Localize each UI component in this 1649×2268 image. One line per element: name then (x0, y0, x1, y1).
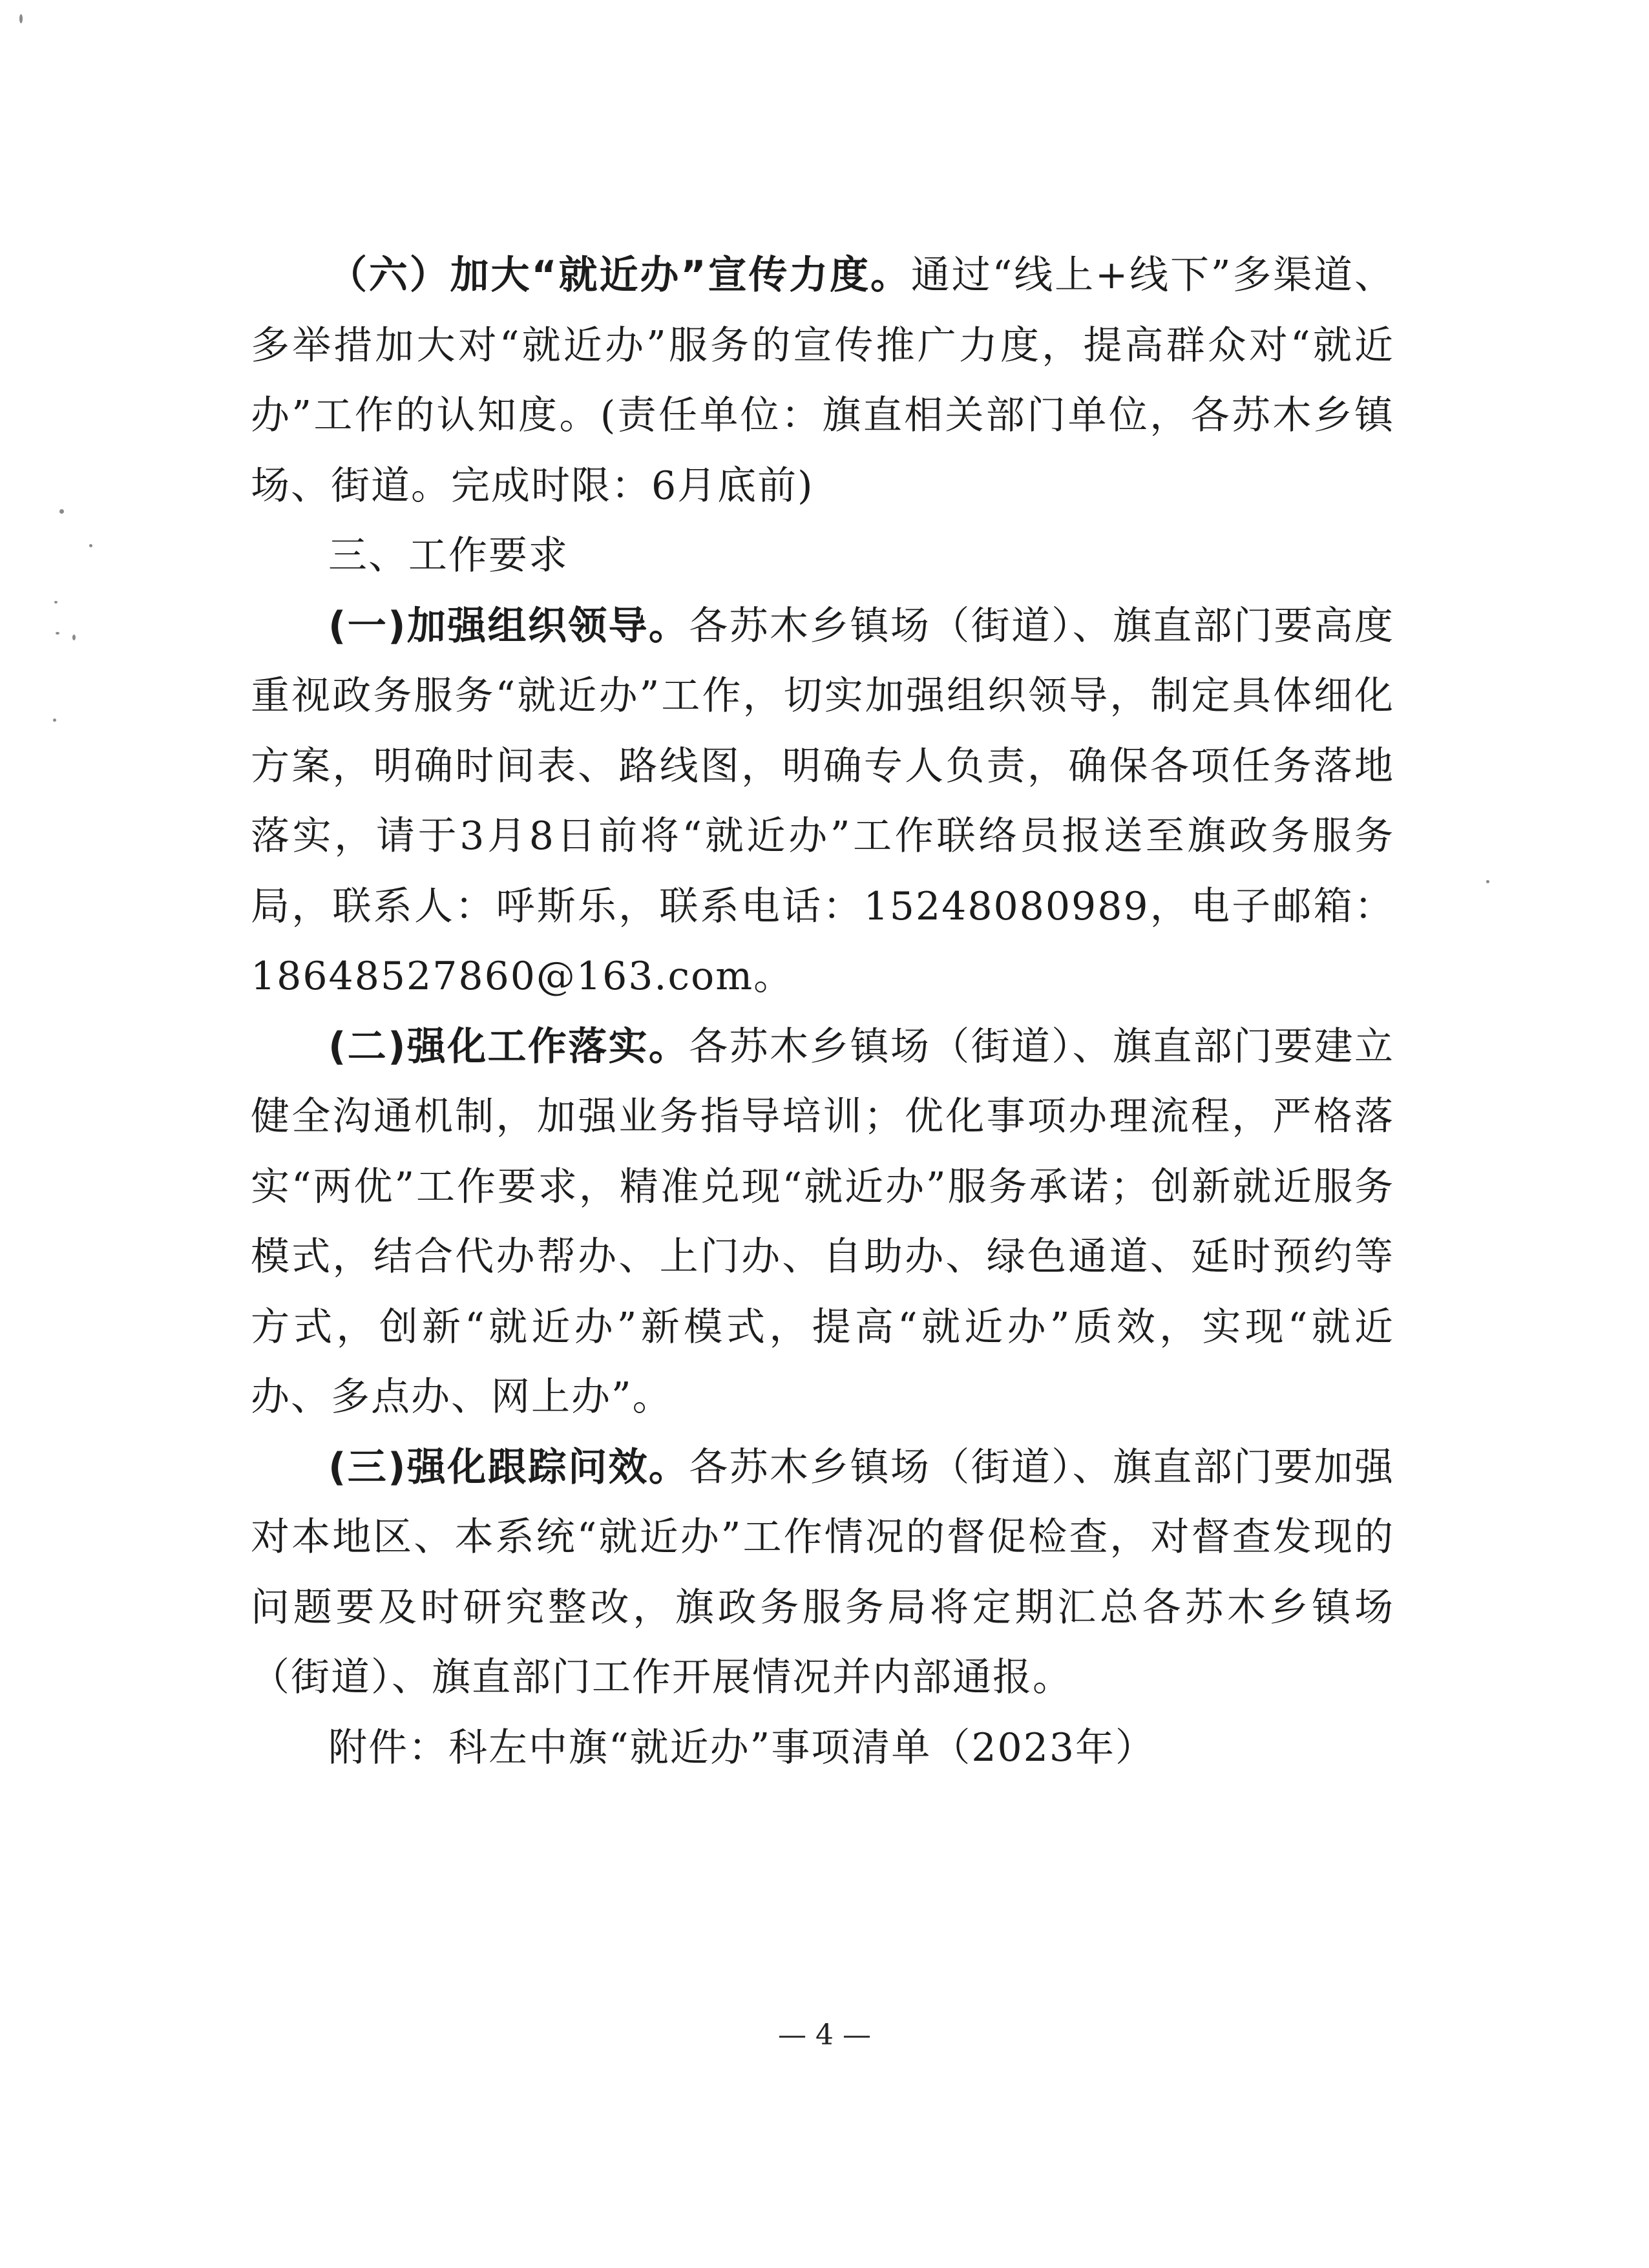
requirement-lead: (三)强化跟踪问效。 (328, 1444, 689, 1490)
requirement-text: 各苏木乡镇场（街道）、旗直部门要加强对本地区、本系统“就近办”工作情况的督促检查，对督查发现的问题要及时研究整改，旗政务服务局将定期汇总各苏木乡镇场（街道）、旗直部门工作开展情况并内部通报。 (251, 1444, 1394, 1700)
paragraph-publicity (251, 240, 1394, 521)
page-number: — 4 — (778, 2019, 871, 2052)
paragraph-text: 通过“线上+线下”多渠道、多举措加大对“就近办”服务的宣传推广力度，提高群众对“就近办”工作的认知度。(责任单位：旗直相关部门单位，各苏木乡镇场、街道。完成时限：6月底前) (251, 253, 1394, 509)
requirement-lead: (二)强化工作落实。 (328, 1024, 689, 1069)
requirement-tracking (251, 1433, 1394, 1713)
requirement-text: 各苏木乡镇场（街道）、旗直部门要建立健全沟通机制，加强业务指导培训；优化事项办理流程，严格落实“两优”工作要求，精准兑现“就近办”服务承诺；创新就近服务模式，结合代办帮办、上门办、自助办、绿色通道、延时预约等方式，创新“就近办”新模式，提高“就近办”质效，实现“就近办、多点办、网上办”。 (251, 1024, 1394, 1420)
scan-speck (54, 601, 58, 604)
attachment-note: 附件：科左中旗“就近办”事项清单（2023年） (328, 1725, 1156, 1770)
paragraph-lead: （六）加大“就近办”宣传力度。 (328, 253, 911, 298)
scan-speck (1486, 880, 1489, 883)
requirement-organization (251, 591, 1394, 1012)
requirement-text: 各苏木乡镇场（街道）、旗直部门要高度重视政务服务“就近办”工作，切实加强组织领导，制定具体细化方案，明确时间表、路线图，明确专人负责，确保各项任务落地落实，请于3月8日前将“就近办”工作联络员报送至旗政务服务局，联系人：呼斯乐，联系电话：15248080989，电子邮箱：18648527860@163.com。 (251, 603, 1394, 999)
requirement-implementation (251, 1012, 1394, 1433)
scan-speck (72, 635, 76, 640)
scan-speck (19, 14, 23, 23)
scan-speck (59, 509, 64, 514)
requirement-lead: (一)加强组织领导。 (328, 603, 689, 649)
scan-speck (53, 719, 56, 722)
scan-speck (89, 544, 92, 547)
scan-speck (56, 632, 59, 635)
section-heading: 三、工作要求 (328, 533, 569, 578)
document-body (251, 240, 1394, 1783)
